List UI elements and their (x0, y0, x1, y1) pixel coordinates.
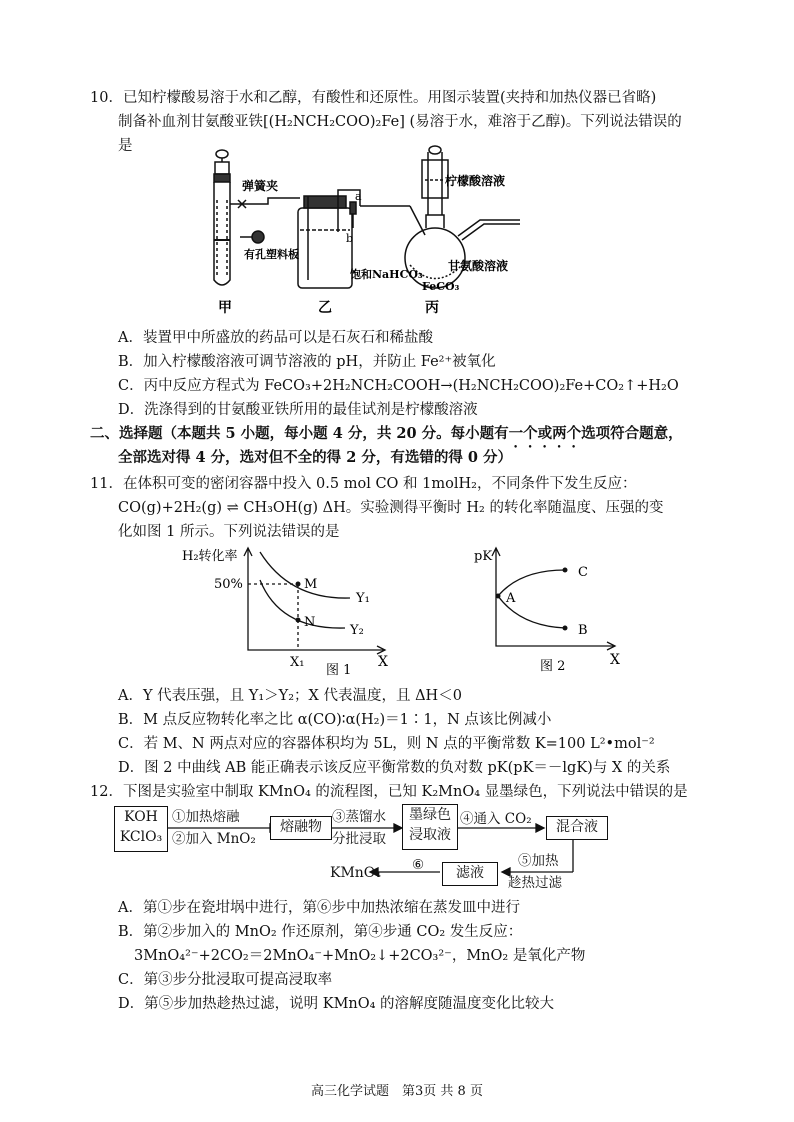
flow-box-mixture: 混合液 (546, 816, 608, 840)
section2-header-line1 (90, 424, 683, 451)
flow-step5a: ⑤加热 (518, 853, 559, 869)
page-footer: 高三化学试题 第3页 共 8 页 (311, 1084, 483, 1099)
apparatus-bing-label: 丙 (425, 300, 439, 316)
flow-step3b: 分批浸取 (332, 831, 386, 847)
fig1-label-x1: X₁ (290, 655, 305, 670)
fig1-ylabel: H₂转化率 (182, 549, 238, 564)
flow-step2: ②加入 MnO₂ (172, 831, 256, 847)
apparatus-yi-label: 乙 (318, 300, 332, 316)
flow-box-kclo3: KClO₃ (119, 829, 163, 845)
q12-option-c: C．第③步分批浸取可提高浸取率 (118, 972, 333, 988)
flow-box-extract (402, 804, 458, 850)
q10-apparatus-diagram (200, 140, 530, 320)
flow-box-reactants (114, 806, 168, 852)
valve-b-label: b (346, 232, 354, 245)
flow-box-leachate: 浸取液 (409, 827, 451, 843)
fig2-point-b (563, 626, 568, 631)
flow-step5b: 趁热过滤 (508, 875, 562, 891)
q11-stem-line1: 11．在体积可变的密闭容器中投入 0.5 mol CO 和 1molH₂，不同条件下发生反应： (90, 476, 637, 492)
fig1-label-y1: Y₁ (356, 591, 370, 606)
nahco3-label: 饱和NaHCO₃ (350, 268, 423, 281)
q11-option-b: B．M 点反应物转化率之比 α(CO)∶α(H₂)＝1∶1，N 点该比例减小 (118, 712, 552, 728)
flow-product: KMnO₄ (330, 865, 381, 881)
q12-option-b-line1: B．第②步加入的 MnO₂ 作还原剂，第④步通 CO₂ 发生反应： (118, 924, 523, 940)
fig1-label-y2: Y₂ (350, 623, 364, 638)
q11-stem-line2: CO(g)+2H₂(g) ⇌ CH₃OH(g) ΔH。实验测得平衡时 H₂ 的转化率随温度、压强的变 (118, 500, 664, 516)
apparatus-jia-label: 甲 (218, 300, 232, 316)
fig2-point-c (563, 568, 568, 573)
section2-header-line2: 全部选对得 4 分，选对但不全的得 2 分，有选错的得 0 分） (118, 449, 513, 466)
q10-stem-line1: 10．已知柠檬酸易溶于水和乙醇，有酸性和还原性。用图示装置(夹持和加热仪器已省略) (90, 90, 657, 106)
q10-stem-line2: 制备补血剂甘氨酸亚铁[(H₂NCH₂COO)₂Fe] (易溶于水，难溶于乙醇)。下列说法错误的 (118, 114, 682, 130)
q11-option-a: A．Y 代表压强，且 Y₁＞Y₂；X 代表温度，且 ΔH＜0 (118, 688, 462, 704)
section2-header-part1: 二、选择题（本题共 5 小题，每小题 4 分，共 20 分。每小题有 (90, 425, 509, 442)
citric-label: 柠檬酸溶液 (445, 174, 506, 188)
q10-option-a: A．装置甲中所盛放的药品可以是石灰石和稀盐酸 (118, 330, 433, 346)
flow-step1: ①加热熔融 (172, 809, 240, 825)
q11-figure2 (470, 540, 630, 680)
q10-stem-line3: 是 (118, 138, 133, 154)
spring-clip-label: 弹簧夹 (242, 179, 279, 193)
flow-step6: ⑥ (412, 857, 425, 873)
fig1-point-n (296, 618, 301, 623)
fig2-label-a: A (506, 591, 516, 606)
flow-box-koh: KOH (124, 809, 158, 825)
q10-option-b: B．加入柠檬酸溶液可调节溶液的 pH，并防止 Fe²⁺被氧化 (118, 354, 496, 370)
plate-label: 有孔塑料板 (244, 248, 299, 261)
feco3-label: FeCO₃ (422, 280, 460, 293)
q12-stem: 12．下图是实验室中制取 KMnO₄ 的流程图，已知 K₂MnO₄ 显墨绿色，下列说法中错误的是 (90, 784, 688, 800)
q10-option-c: C．丙中反应方程式为 FeCO₃+2H₂NCH₂COOH→(H₂NCH₂COO)₂Fe+CO₂↑+H₂O (118, 378, 679, 394)
fig2-ylabel: pK (474, 549, 493, 564)
flow-box-filtrate: 滤液 (442, 862, 498, 886)
q10-option-d: D．洗涤得到的甘氨酸亚铁所用的最佳试剂是柠檬酸溶液 (118, 402, 478, 418)
fig1-point-m (296, 582, 301, 587)
section2-header-part3: 选项符合题意， (581, 425, 683, 442)
q11-option-d: D．图 2 中曲线 AB 能正确表示该反应平衡常数的负对数 pK(pK＝－lgK)与 X 的关系 (118, 760, 671, 776)
fig2-caption: 图 2 (540, 659, 566, 674)
fig2-xlabel: X (610, 652, 620, 668)
q11-figure1 (180, 540, 400, 680)
glycine-label: 甘氨酸溶液 (448, 259, 509, 273)
q11-option-c: C．若 M、N 两点对应的容器体积均为 5L，则 N 点的平衡常数 K=100 L²•mol⁻² (118, 736, 655, 752)
fig1-label-n: N (304, 615, 316, 630)
section2-header-emphasis: 一个或两个 (508, 425, 582, 442)
fig1-label-m: M (304, 577, 318, 592)
valve-a-label: a (355, 190, 362, 203)
fig1-caption: 图 1 (326, 663, 352, 678)
flow-step3a: ③蒸馏水 (332, 809, 386, 825)
fig2-label-b: B (578, 623, 588, 638)
fig2-label-c: C (578, 565, 588, 580)
flow-box-green: 墨绿色 (409, 807, 451, 823)
q12-option-a: A．第①步在瓷坩埚中进行，第⑥步中加热浓缩在蒸发皿中进行 (118, 900, 520, 916)
flow-step4: ④通入 CO₂ (460, 811, 532, 827)
fig2-point-a (496, 594, 501, 599)
q12-option-d: D．第⑤步加热趁热过滤，说明 KMnO₄ 的溶解度随温度变化比较大 (118, 996, 555, 1012)
q12-option-b-line2: 3MnO₄²⁻+2CO₂＝2MnO₄⁻+MnO₂↓+2CO₃²⁻，MnO₂ 是氧化产物 (134, 948, 586, 964)
flow-box-melt: 熔融物 (270, 816, 332, 840)
fig1-tick-50: 50% (214, 577, 243, 592)
fig1-xlabel: X (378, 654, 388, 670)
q11-stem-line3: 化如图 1 所示。下列说法错误的是 (118, 524, 340, 540)
